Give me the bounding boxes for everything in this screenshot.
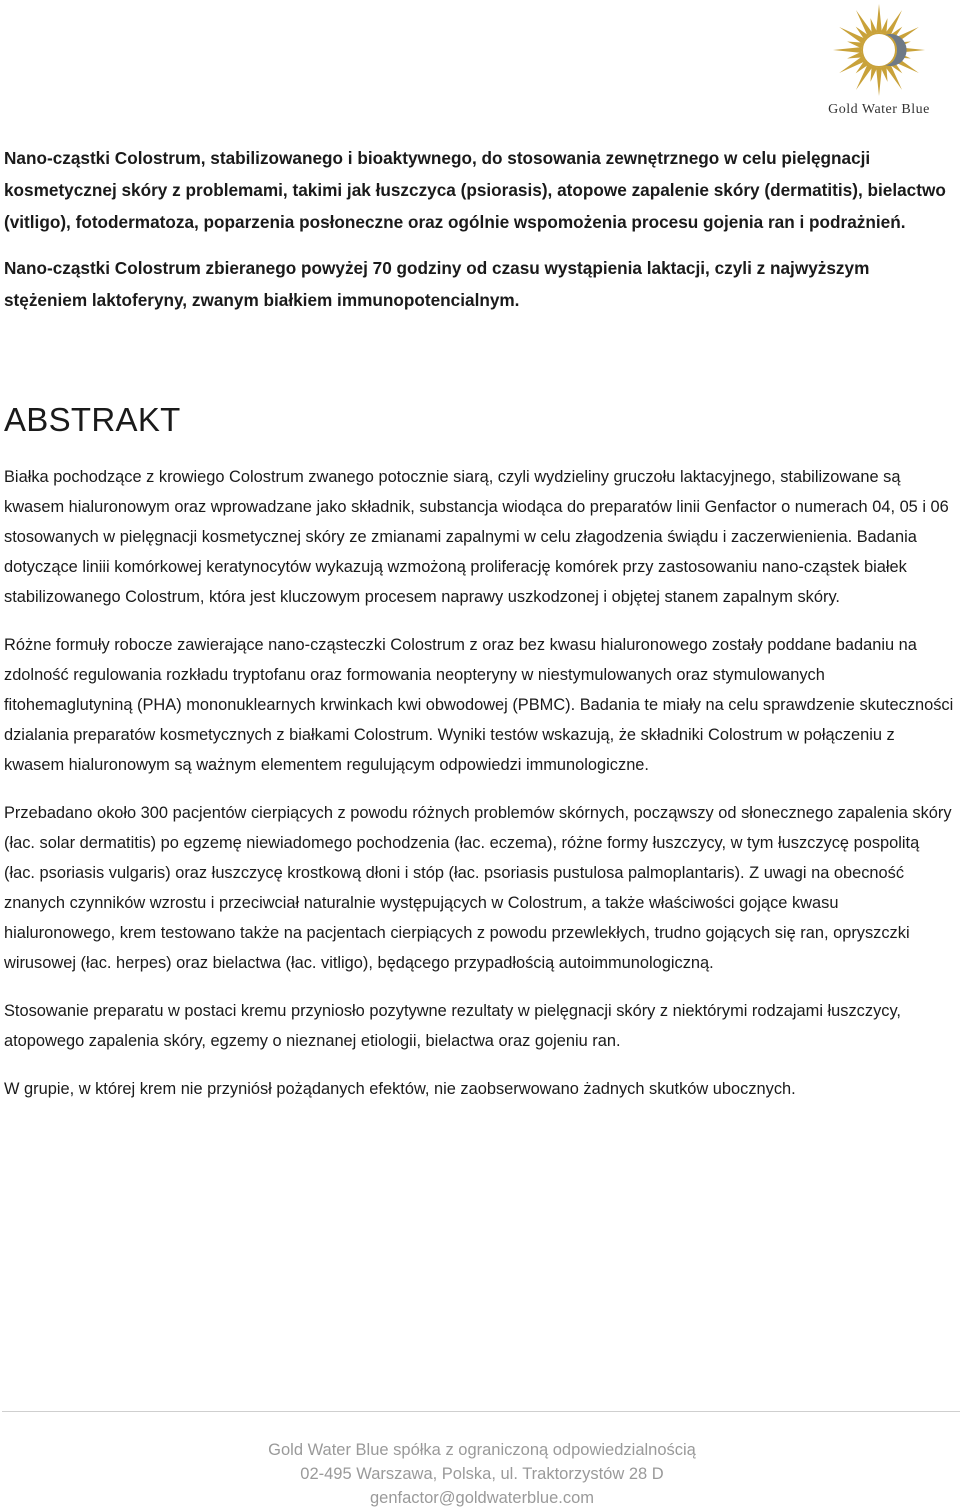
sun-ray-icon xyxy=(856,10,873,36)
abstract-paragraph: Białka pochodzące z krowiego Colostrum zwanego potocznie siarą, czyli wydzieliny gruczołu laktacyjnego, stabilizowane są kwasem hialuronowym oraz wprowadzane jako składnik, substancja wiodąca do preparatów linii Genfactor o numerach 04, 05 i 06 stosowanych w pielęgnacji kosmetycznej skóry ze zmianami zapalnymi w celu złagodzenia świądu i zaczerwienienia. Badania dotyczące liniii komórkowej keratynocytów wykazują wzmożoną proliferację komórek przy zastosowaniu nano-cząstek białek stabilizowanego Colostrum, która jest kluczowym procesem naprawy uszkodzonej i objętej stanem zapalnym skóry. xyxy=(4,468,949,606)
footer-address: 02-495 Warszawa, Polska, ul. Traktorzystów 28 D xyxy=(300,1465,664,1483)
sun-ray-icon xyxy=(833,47,861,53)
sun-ray-icon xyxy=(856,64,873,90)
footer-email: genfactor@goldwaterblue.com xyxy=(369,1489,595,1507)
sun-ray-icon xyxy=(881,66,888,81)
sun-ray-icon xyxy=(839,56,865,73)
brand-logo xyxy=(816,0,942,128)
intro-paragraph: Nano-cząstki Colostrum zbieranego powyżej 70 godziny od czasu wystąpienia laktacji, czyli z najwyższym stężeniem laktoferyny, zwanym białkiem immunopotencialnym. xyxy=(4,258,870,310)
brand-name: Gold Water Blue xyxy=(828,102,930,117)
sun-ray-icon xyxy=(870,66,877,81)
abstract-paragraph: Przebadano około 300 pacjentów cierpiących z powodu różnych problemów skórnych, począwszy od słonecznego zapalenia skóry (łac. solar dermatitis) po egzemę niewiadomego pochodzenia (łac. eczema), różne formy łuszczycy, w tym łuszczycę pospolitą (łac. psoriasis vulgaris) oraz łuszczycę krostkową dłoni i stóp (łac. psoriasis pustulosa palmoplantaris). Z uwagi na obecność znanych czynników wzrostu i przeciwciał naturalnie występujących w Colostrum, a także właściwości gojące kwasu hialuronowego, krem testowano także na pacjentach cierpiących z powodu przewlekłych, trudno gojących się ran, opryszczki wirusowej (łac. herpes) oraz bielactwa (łac. vitligo), będącego przypadłością autoimmunologiczną. xyxy=(4,804,952,972)
sun-ray-icon xyxy=(839,27,865,44)
section-heading: ABSTRAKT xyxy=(4,401,181,438)
sun-ray-icon xyxy=(847,52,862,59)
footer-company: Gold Water Blue spółka z ograniczoną odpowiedzialnością xyxy=(268,1441,696,1459)
sun-ray-icon xyxy=(881,18,888,33)
sun-ray-icon xyxy=(847,41,862,48)
abstract-paragraph: Różne formuły robocze zawierające nano-cząsteczki Colostrum z oraz bez kwasu hialuronowego zostały poddane badaniu na zdolność regulowania rozkładu tryptofanu oraz formowania neopteryny w niestymulowanych oraz stymulowanych fitohemaglutyniną (PHA) mononuklearnych krwinkach kwi obwodowej (PBMC). Badania te miały na celu sprawdzenie skuteczności dzialania preparatów kosmetycznych z białkami Colostrum. Wyniki testów wskazują, że składniki Colostrum w połączeniu z kwasem hialuronowym są ważnym elementem regulującym odpowiedzi immunologiczne. xyxy=(4,636,954,774)
sun-ray-icon xyxy=(885,64,902,90)
sun-ray-icon xyxy=(885,10,902,36)
sun-moon-logo-icon xyxy=(829,0,929,100)
intro-paragraph: Nano-cząstki Colostrum, stabilizowanego i bioaktywnego, do stosowania zewnętrznego w celu pielęgnacji kosmetycznej skóry z problemami, takimi jak łuszczyca (psiorasis), atopowe zapalenie skóry (dermatitis), bielactwo (vitligo), fotodermatoza, poparzenia posłoneczne oraz ogólnie wspomożenia procesu gojenia ran i podrażnień. xyxy=(4,148,946,232)
sun-ray-icon xyxy=(876,68,882,96)
footer-divider xyxy=(2,1411,960,1412)
document-body xyxy=(4,142,954,1122)
sun-ray-icon xyxy=(870,18,877,33)
abstract-paragraph: Stosowanie preparatu w postaci kremu przyniosło pozytywne rezultaty w pielęgnacji skóry z niektórymi rodzajami łuszczycy, atopowego zapalenia skóry, egzemy o nieznanej etiologii, bielactwa oraz gojeniu ran. xyxy=(4,1002,901,1050)
sun-ray-icon xyxy=(876,4,882,32)
page-footer xyxy=(0,1411,960,1507)
abstract-paragraph: W grupie, w której krem nie przyniósł pożądanych efektów, nie zaobserwowano żadnych skutków ubocznych. xyxy=(4,1080,796,1098)
